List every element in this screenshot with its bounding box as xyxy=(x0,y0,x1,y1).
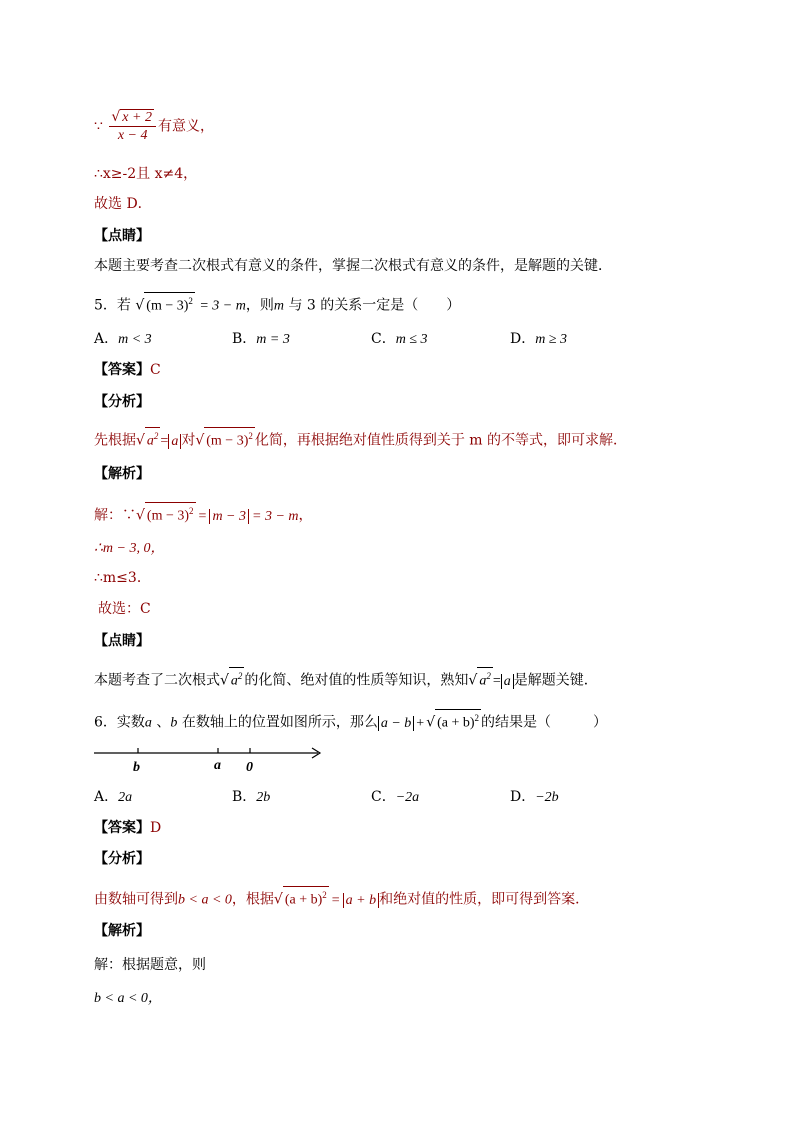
fraction-expression: $\frac{√ x + 2}{x - 4}$ xyxy=(109,108,156,145)
fenxi-suffix: 和绝对值的性质，即可得到答案． xyxy=(379,891,590,908)
option-expr: −2b xyxy=(535,790,559,805)
sol-line2: ∴m − 3, 0， xyxy=(94,541,165,556)
sqrt-a-squared: √ $a^2$ xyxy=(136,427,160,451)
radicand: (m − 3) xyxy=(206,433,249,449)
option-expr: m ≥ 3 xyxy=(535,332,568,347)
sqrt-expression: √ $(m - 3)^2$ xyxy=(195,427,255,451)
equals: = xyxy=(492,673,501,689)
q6-option-c xyxy=(371,787,419,808)
abs-expression: m − 3 xyxy=(209,509,249,524)
fenxi-dui: 对 xyxy=(181,432,196,449)
var-a: a xyxy=(146,433,154,449)
answer-label: 【答案】 xyxy=(94,362,150,378)
abs-expression: a − b xyxy=(378,716,414,731)
dj-mid: 的化简、绝对值的性质等知识，熟知 xyxy=(244,672,469,689)
sol-line2: b < a < 0， xyxy=(94,991,162,1006)
option-letter: D． xyxy=(510,331,536,347)
dj-prefix: 本题考查了二次根式 xyxy=(94,672,220,689)
q6-solution-line1: 解：根据题意，则 xyxy=(94,957,206,973)
q5-stem-mid: ，则 xyxy=(245,297,274,314)
label-a: a xyxy=(214,758,221,773)
q6-stem-suffix: 的结果是（ ） xyxy=(481,714,608,731)
q4-condition-line xyxy=(94,108,214,145)
number-line xyxy=(90,742,330,778)
q5-answer xyxy=(94,360,161,380)
q6-jiexi-label: 【解析】 xyxy=(94,923,150,939)
q6-solution-line2 xyxy=(94,988,162,1009)
q5-solution-line3: ∴m≤3． xyxy=(94,570,151,586)
q6-option-d xyxy=(510,787,559,808)
q4-line1-suffix: 有意义， xyxy=(157,118,214,135)
option-letter: B． xyxy=(232,789,257,805)
var-a: a xyxy=(479,673,487,689)
option-letter: C． xyxy=(371,331,396,347)
radicand: (m − 3) xyxy=(146,508,190,524)
answer-value: D xyxy=(150,820,162,836)
sol-prefix: 解：∵ xyxy=(94,507,136,524)
sqrt-expression: √ $(m - 3)^2$ xyxy=(136,502,196,526)
q4-dianjing-text: 本题主要考查二次根式有意义的条件，掌握二次根式有意义的条件，是解题的关键． xyxy=(94,258,612,274)
plus: + xyxy=(416,715,425,731)
q5-option-a xyxy=(94,329,152,350)
q5-solution-line2 xyxy=(94,538,164,559)
sqrt-a-squared: √ $a^2$ xyxy=(220,667,244,691)
fenxi-mid: ，根据 xyxy=(231,891,274,908)
sqrt-expression: √ $(m - 3)^2$ xyxy=(135,292,195,316)
q5-stem-equation: = 3 − m xyxy=(199,298,246,314)
fenxi-suffix: 化简，再根据绝对值性质得到关于 m 的不等式，即可求解． xyxy=(254,432,628,449)
q6-option-b xyxy=(232,787,270,808)
q5-solution-line4: 故选：C xyxy=(98,601,151,617)
radicand: (a + b) xyxy=(284,892,323,908)
dj-suffix: 是解题关键． xyxy=(513,672,598,689)
q5-dianjing-label: 【点睛】 xyxy=(94,633,150,649)
fenxi-prefix: 由数轴可得到 xyxy=(94,891,178,908)
option-letter: A． xyxy=(94,331,119,347)
label-zero: 0 xyxy=(246,760,253,775)
comma: ， xyxy=(298,507,313,524)
var-a: a xyxy=(144,715,152,731)
equals: = xyxy=(331,892,340,908)
q5-stem-m: m xyxy=(273,298,284,314)
q5-stem xyxy=(94,292,460,317)
sqrt-a-squared: √ $a^2$ xyxy=(468,667,492,691)
option-expr: m = 3 xyxy=(256,332,290,347)
q5-option-d xyxy=(510,329,567,350)
option-letter: D． xyxy=(510,789,536,805)
var-a: a xyxy=(230,673,238,689)
option-letter: C． xyxy=(371,789,396,805)
q6-fenxi-label: 【分析】 xyxy=(94,851,150,867)
fenxi-prefix: 先根据 xyxy=(94,432,136,449)
sqrt-expression: √ $(a + b)^2$ xyxy=(274,886,329,910)
q5-jiexi-label: 【解析】 xyxy=(94,466,150,482)
var-b: b xyxy=(170,715,178,731)
label-b: b xyxy=(133,760,140,775)
equals: = xyxy=(160,433,169,449)
abs-expression: a + b xyxy=(343,893,379,908)
q5-stem-suffix: 与 3 的关系一定是（ ） xyxy=(284,297,461,314)
option-expr: −2a xyxy=(395,790,420,805)
inequality: b < a < 0 xyxy=(178,892,232,908)
sol-equation: = 3 − m xyxy=(252,508,299,524)
option-letter: A． xyxy=(94,789,119,805)
q5-dianjing-text xyxy=(94,667,598,692)
equals: = xyxy=(198,508,207,524)
q5-solution-line1 xyxy=(94,502,313,527)
q5-fenxi-text xyxy=(94,427,627,452)
therefore-because-symbol: ∵ xyxy=(94,118,103,135)
option-expr: m ≤ 3 xyxy=(395,332,428,347)
q5-option-b xyxy=(232,329,290,350)
sqrt-expression: √ $(a + b)^2$ xyxy=(426,709,481,733)
q6-option-a xyxy=(94,787,132,808)
option-expr: 2b xyxy=(256,790,271,805)
radicand: (a + b) xyxy=(437,715,475,731)
option-expr: m < 3 xyxy=(118,332,152,347)
q4-dianjing-label: 【点睛】 xyxy=(94,228,150,244)
q6-stem-mid: 在数轴上的位置如图所示，那么 xyxy=(177,714,378,731)
fraction-numerator: x + 2 xyxy=(122,110,152,125)
q6-sep: 、 xyxy=(151,714,171,731)
q5-number: 5．若 xyxy=(94,297,131,314)
q6-fenxi-text xyxy=(94,886,589,911)
q5-option-c xyxy=(371,329,428,350)
option-letter: B． xyxy=(232,331,257,347)
abs-a: a xyxy=(501,674,514,689)
q6-number: 6．实数 xyxy=(94,714,145,731)
radicand: (m − 3) xyxy=(146,298,189,314)
q6-answer xyxy=(94,818,161,838)
answer-label: 【答案】 xyxy=(94,820,150,836)
answer-value: C xyxy=(150,362,161,378)
q4-range-line: ∴x≥-2且 x≠4， xyxy=(94,166,198,182)
abs-a: a xyxy=(168,434,181,449)
q6-stem xyxy=(94,709,607,734)
fraction-denominator: x − 4 xyxy=(117,128,148,143)
q5-fenxi-label: 【分析】 xyxy=(94,394,150,410)
q4-choice-line: 故选 D． xyxy=(94,196,152,212)
option-expr: 2a xyxy=(118,790,133,805)
